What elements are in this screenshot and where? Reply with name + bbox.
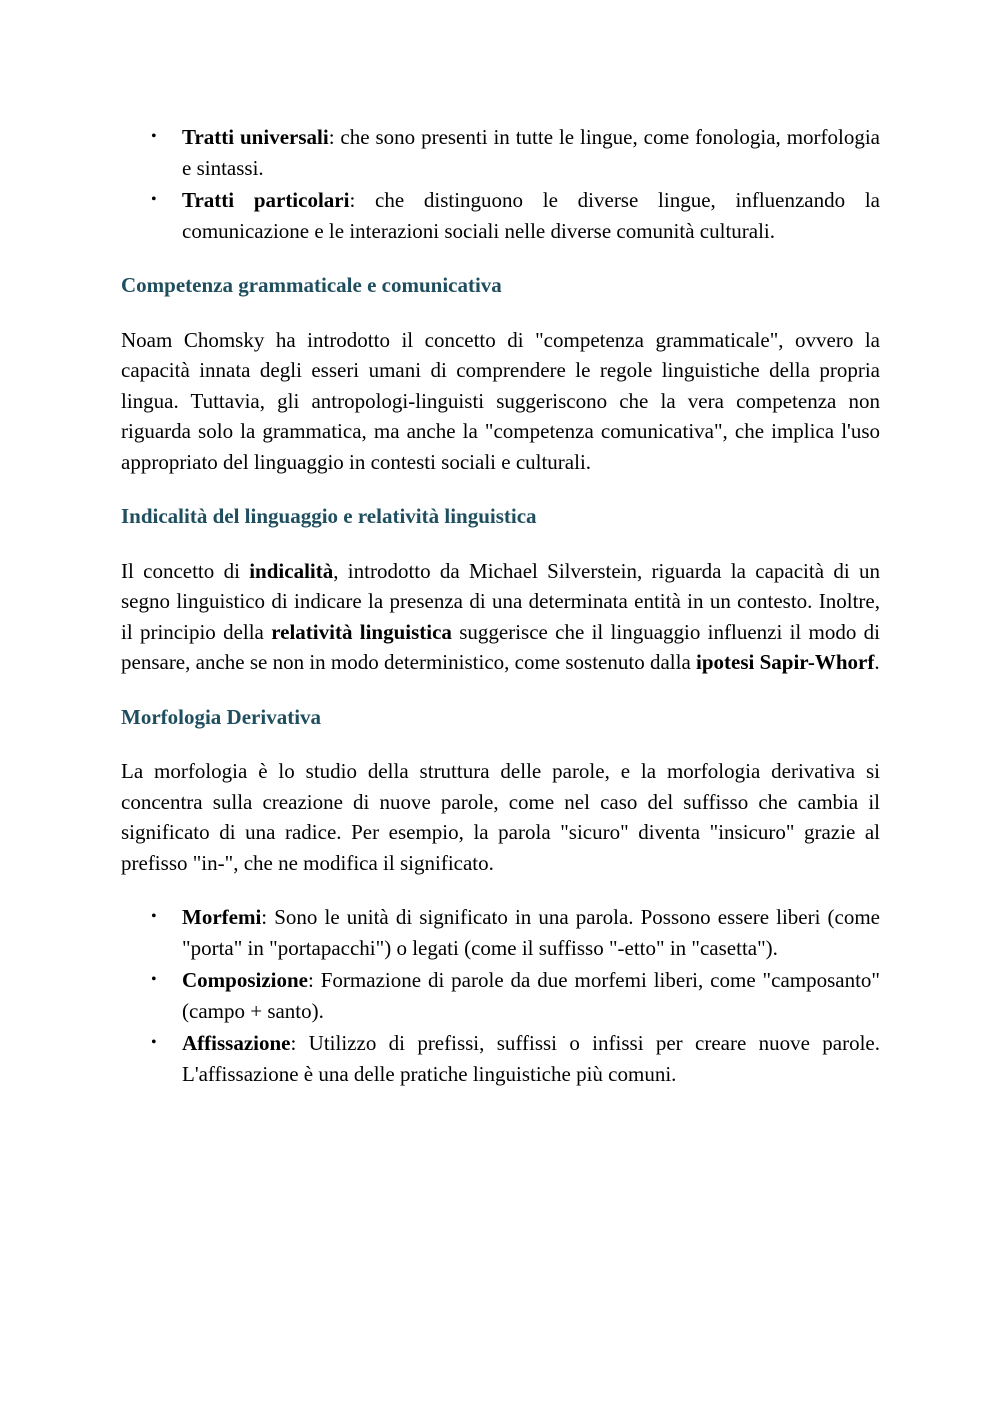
section-heading-indicalita: Indicalità del linguaggio e relatività linguistica: [121, 504, 537, 528]
list-item: [121, 122, 880, 183]
list-item-term: Affissazione: [182, 1031, 291, 1055]
paragraph-text: Il concetto di: [121, 558, 250, 583]
paragraph-indicalita: [121, 556, 880, 678]
document-page: [121, 122, 880, 1091]
list-item: [121, 965, 880, 1026]
list-item: [121, 902, 880, 963]
list-item: [121, 185, 880, 246]
paragraph-text: , introdotto da Michael Silverstein, riguarda la capacità di un segno linguistico di indicare la presenza di una determinata entità in un contesto. Inoltre, il principio della: [121, 558, 880, 644]
list-item-term: Composizione: [182, 968, 308, 992]
section-heading-competenza: Competenza grammaticale e comunicativa: [121, 273, 502, 297]
paragraph-competenza: Noam Chomsky ha introdotto il concetto di "competenza grammaticale", ovvero la capacità innata degli esseri umani di comprendere le regole linguistiche della propria lingua. Tuttavia, gli antropologi-linguisti suggeriscono che la vera competenza non riguarda solo la grammatica, ma anche la "competenza comunicativa", che implica l'uso appropriato del linguaggio in contesti sociali e culturali.: [121, 327, 880, 474]
list-item: [121, 1028, 880, 1089]
list-item-term: Morfemi: [182, 905, 262, 929]
list-item-text: : Sono le unità di significato in una parola. Possono essere liberi (come "porta" in "portapacchi") o legati (come il suffisso "-etto" in "casetta").: [182, 905, 880, 960]
bullet-list-morfologia: [121, 902, 880, 1089]
list-item-term: Tratti universali: [182, 125, 329, 149]
bold-term-sapir-whorf: ipotesi Sapir-Whorf: [696, 650, 875, 674]
section-heading-morfologia: Morfologia Derivativa: [121, 704, 322, 729]
paragraph-morfologia: La morfologia è lo studio della struttura delle parole, e la morfologia derivativa si concentra sulla creazione di nuove parole, come nel caso del suffisso che cambia il significato di una radice. Per esempio, la parola "sicuro" diventa "insicuro" grazie al prefisso "in-", che ne modifica il significato.: [121, 759, 880, 875]
bullet-icon: •: [151, 128, 157, 145]
bold-term-relativita: relatività linguistica: [271, 619, 452, 644]
list-item-term: Tratti particolari: [182, 188, 350, 212]
paragraph-text: .: [874, 650, 880, 674]
bold-term-indicalita: indicalità: [249, 558, 334, 583]
list-item-text: : che sono presenti in tutte le lingue, come fonologia, morfologia e sintassi.: [182, 125, 881, 180]
bullet-list-traits: [121, 122, 880, 246]
bullet-icon: •: [151, 971, 157, 988]
bullet-icon: •: [151, 1034, 157, 1051]
list-item-text: : Formazione di parole da due morfemi liberi, come "camposanto" (campo + santo).: [182, 968, 880, 1023]
list-item-text: : che distinguono le diverse lingue, influenzando la comunicazione e le interazioni sociali nelle diverse comunità culturali.: [182, 188, 880, 243]
list-item-text: : Utilizzo di prefissi, suffissi o infissi per creare nuove parole. L'affissazione è una delle pratiche linguistiche più comuni.: [182, 1031, 880, 1086]
paragraph-text: suggerisce che il linguaggio influenzi il modo di pensare, anche se non in modo deterministico, come sostenuto dalla: [121, 619, 881, 674]
bullet-icon: •: [151, 191, 157, 208]
bullet-icon: •: [151, 908, 157, 925]
